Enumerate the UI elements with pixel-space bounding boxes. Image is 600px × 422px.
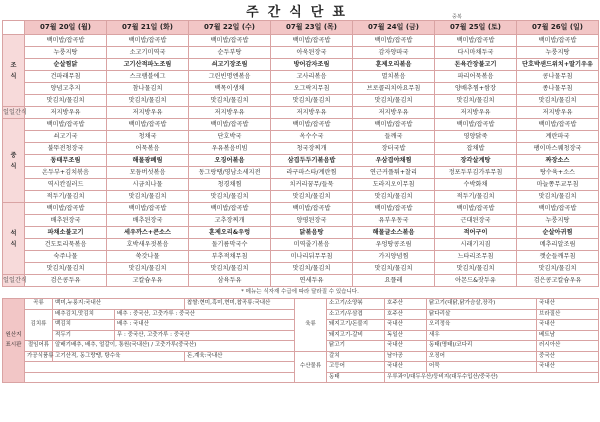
day-header-row	[3, 21, 599, 35]
origin-cell: 배추 : 국내산	[115, 320, 295, 331]
menu-cell: 삼겹두두기볶음밥	[271, 155, 353, 167]
menu-cell: 고기산적파노조림	[107, 59, 189, 71]
menu-cell: 양념고추지	[25, 83, 107, 95]
menu-cell: 그린빈명엔볶음	[189, 71, 271, 83]
corner-cell	[3, 21, 25, 35]
menu-cell: 부추적채무침	[189, 251, 271, 263]
origin-cell: 배추김치,맛김치	[53, 309, 115, 320]
snack-row	[3, 275, 599, 287]
menu-cell: 쑥갓나물	[107, 251, 189, 263]
menu-cell: 백미밥/잡곡밥	[435, 35, 517, 47]
menu-row	[3, 215, 599, 227]
menu-cell: 맛김치/물김치	[25, 95, 107, 107]
menu-cell: 백미밥/잡곡밥	[25, 35, 107, 47]
menu-cell: 맛김치/물김치	[517, 191, 599, 203]
menu-cell: 수박화채	[435, 179, 517, 191]
origin-cell: 찹쌀:현미,흑미,현미,찹곡류:국내산	[185, 299, 295, 310]
menu-cell: 백미밥/잡곡밥	[25, 203, 107, 215]
menu-cell: 오징어볶음	[189, 155, 271, 167]
menu-row	[3, 239, 599, 251]
menu-cell: 파채소불고기	[25, 227, 107, 239]
snack-cell: 저지방우유	[107, 107, 189, 119]
snack-cell: 삼육두유	[189, 275, 271, 287]
menu-cell: 백미밥/잡곡밥	[107, 203, 189, 215]
menu-cell: 순살아귀찜	[517, 227, 599, 239]
menu-cell: 팽이마스퀘청장국	[517, 143, 599, 155]
menu-cell: 마늘쫑무교무침	[517, 179, 599, 191]
menu-footnote: * 메뉴는 식자재 수급에 따라 달라질 수 있습니다.	[241, 289, 359, 295]
menu-cell: 호박새우젓볶음	[107, 239, 189, 251]
menu-cell: 도라지오이무침	[353, 179, 435, 191]
origin-cell: 백미,누룽지:국내산	[53, 299, 185, 310]
menu-cell: 유부우동국	[353, 215, 435, 227]
origin-country: 남아공	[385, 351, 427, 362]
menu-cell: 세우까스+콘소스	[107, 227, 189, 239]
snack-cell: 요플레	[353, 275, 435, 287]
origin-cell: 백김치	[53, 320, 115, 331]
origin-country: 국내산	[537, 299, 599, 310]
menu-cell: 배추된장국	[107, 215, 189, 227]
menu-cell: 맛김치/물김치	[271, 191, 353, 203]
menu-cell: 고추장찌개	[189, 215, 271, 227]
menu-cell: 백미밥/잡곡밥	[189, 203, 271, 215]
origin-item: 오징어	[427, 351, 537, 362]
origin-item: 갈치	[327, 351, 385, 362]
menu-cell: 잡채밥	[435, 143, 517, 155]
menu-cell: 짜장소스	[517, 155, 599, 167]
meal-label	[3, 35, 25, 107]
snack-cell: 검은콩두유	[25, 275, 107, 287]
menu-cell: 장각살계탕	[435, 155, 517, 167]
origin-item: 닭다리살	[427, 309, 537, 320]
menu-cell: 해물글소스볶음	[353, 227, 435, 239]
meal-label-char: 조	[10, 61, 17, 69]
menu-cell: 감자양파국	[353, 47, 435, 59]
origin-row	[3, 351, 599, 362]
day-header: 07월 24일 (금)	[353, 21, 435, 35]
menu-cell: 소고기미역국	[107, 47, 189, 59]
origin-country: 국내산	[537, 320, 599, 331]
menu-cell: 훈제오리볶음	[353, 59, 435, 71]
menu-cell: 깻순들깨무침	[517, 251, 599, 263]
menu-cell: 치커리꿈무/들묵	[271, 179, 353, 191]
snack-label: 일일간식	[3, 275, 25, 287]
origin-cell: 무 : 중국산, 고춧가루 : 중국산	[115, 330, 295, 341]
menu-row	[3, 131, 599, 143]
menu-cell: 옥수수국	[271, 131, 353, 143]
duplicate-note: 중복	[452, 14, 462, 20]
menu-cell: 누룽지탕	[517, 47, 599, 59]
menu-cell: 돈육간장불고기	[435, 59, 517, 71]
menu-cell: 백미밥/잡곡밥	[353, 203, 435, 215]
menu-cell: 시래기지짐	[435, 239, 517, 251]
snack-cell: 저지방우유	[271, 107, 353, 119]
snack-row	[3, 107, 599, 119]
menu-cell: 맛김치/물김치	[271, 263, 353, 275]
menu-row	[3, 35, 599, 47]
menu-cell: 참나물김치	[107, 83, 189, 95]
menu-cell: 청국장찌개	[271, 143, 353, 155]
menu-cell: 양배추찜+쌈장	[435, 83, 517, 95]
menu-cell: 쇠고기국	[25, 131, 107, 143]
menu-cell: 백미밥/잡곡밥	[435, 119, 517, 131]
menu-cell: 청채국	[107, 131, 189, 143]
menu-row	[3, 83, 599, 95]
menu-cell: 백미밥/잡곡밥	[353, 35, 435, 47]
origin-cell: 알배기배추, 배추, 얼갈이, 통원(국내산) / 고춧가루(중국산)	[53, 341, 295, 352]
menu-cell: 콩나물무침	[517, 71, 599, 83]
origin-item: 동태	[327, 372, 385, 383]
origin-country: 국내산	[385, 362, 427, 373]
origin-row	[3, 299, 599, 310]
menu-row	[3, 179, 599, 191]
origin-country: 중국산	[537, 351, 599, 362]
menu-cell: 돌기름막국수	[189, 239, 271, 251]
snack-label: 일일간식	[3, 107, 25, 119]
origin-item: 동태(명태)/코다리	[427, 341, 537, 352]
origin-item: 돼지고기/돈불지	[327, 320, 385, 331]
menu-cell: 백미밥/잡곡밥	[189, 119, 271, 131]
menu-cell: 영양닭죽	[435, 131, 517, 143]
day-header: 07월 26일 (일)	[517, 21, 599, 35]
origin-country: 우루과이/대두우산/둥비지(대두수입산/중국산)	[385, 372, 599, 383]
origin-country: 호주산	[385, 309, 427, 320]
menu-cell: 우엉땅콩조림	[353, 239, 435, 251]
menu-cell: 순살찜닭	[25, 59, 107, 71]
menu-cell: 방어감자조림	[271, 59, 353, 71]
menu-cell: 맛김치/물김치	[517, 263, 599, 275]
menu-row	[3, 227, 599, 239]
origin-item: 닭고기(대닭,닭가슴살,장각)	[427, 299, 537, 310]
menu-cell: 백미밥/잡곡밥	[353, 119, 435, 131]
menu-cell: 가지양념찜	[353, 251, 435, 263]
menu-cell: 우삼겹야채찜	[353, 155, 435, 167]
menu-cell: 적두기/물김치	[25, 191, 107, 203]
menu-cell: 맛김치/물김치	[353, 263, 435, 275]
menu-cell: 닭볶음탕	[271, 227, 353, 239]
origin-cell: 배추 : 중국산, 고춧가루 : 중국산	[115, 309, 295, 320]
origin-country: 국내산	[385, 341, 427, 352]
menu-cell: 훈제오리&우렁	[189, 227, 271, 239]
menu-cell: 백미밥/잡곡밥	[25, 119, 107, 131]
meal-label-char: 중	[10, 151, 17, 159]
menu-cell: 연근커플튀+찰리	[353, 167, 435, 179]
menu-row	[3, 203, 599, 215]
menu-cell: 역시칸질러드	[25, 179, 107, 191]
menu-cell: 오그락지무침	[271, 83, 353, 95]
menu-row	[3, 59, 599, 71]
meal-label	[3, 203, 25, 275]
menu-row	[3, 143, 599, 155]
menu-cell: 맛김치/물김치	[517, 95, 599, 107]
snack-cell: 연세두유	[271, 275, 353, 287]
menu-cell: 맛김치/물김치	[107, 263, 189, 275]
origin-category: 육류	[295, 299, 327, 352]
menu-cell: 맛김치/물김치	[107, 95, 189, 107]
menu-cell: 시금치나물	[107, 179, 189, 191]
menu-cell: 동태무조림	[25, 155, 107, 167]
menu-cell: 모듬버섯볶음	[107, 167, 189, 179]
menu-row	[3, 191, 599, 203]
origin-table	[2, 298, 599, 383]
menu-cell: 맛김치/물김치	[107, 191, 189, 203]
origin-item: 오리정육	[427, 320, 537, 331]
menu-cell: 메추리알조림	[517, 239, 599, 251]
menu-cell: 맛김치/물김치	[271, 95, 353, 107]
menu-cell: 적어구이	[435, 227, 517, 239]
origin-category: 절임어류	[25, 341, 53, 352]
menu-cell: 장터국밥	[353, 143, 435, 155]
origin-item: 새우	[427, 330, 537, 341]
menu-cell: 백미밥/잡곡밥	[435, 203, 517, 215]
menu-cell: 미나리뒤무무침	[271, 251, 353, 263]
menu-cell: 미역줄기볶음	[271, 239, 353, 251]
day-header: 07월 23일 (목)	[271, 21, 353, 35]
meal-label-char: 식	[10, 162, 17, 170]
origin-item: 고등어	[327, 362, 385, 373]
menu-cell: 동그랑땡/영남소세지전	[189, 167, 271, 179]
menu-cell: 백목이생채	[189, 83, 271, 95]
origin-category: 김치류	[25, 309, 53, 341]
origin-country: 국내산	[385, 320, 427, 331]
origin-country: 국내산	[537, 362, 599, 373]
origin-empty	[25, 372, 295, 383]
menu-cell: 맛김치/물김치	[353, 95, 435, 107]
origin-item: 소고기/우삼겹	[327, 309, 385, 320]
menu-cell: 느타리조무침	[435, 251, 517, 263]
menu-cell: 라구파스타/계란찜	[271, 167, 353, 179]
menu-cell: 누룽지탕	[517, 215, 599, 227]
menu-row	[3, 263, 599, 275]
menu-cell: 들깨국	[353, 131, 435, 143]
menu-cell: 백미밥/잡곡밥	[107, 35, 189, 47]
menu-cell: 누룽지탕	[25, 47, 107, 59]
origin-country: 베트남	[537, 330, 599, 341]
menu-body	[3, 35, 599, 287]
menu-cell: 정포두부김가루무침	[435, 167, 517, 179]
menu-cell: 고사리볶음	[271, 71, 353, 83]
menu-cell: 탕수육+소스	[517, 167, 599, 179]
origin-country: 호주산	[385, 299, 427, 310]
snack-cell: 고칼슘우유	[107, 275, 189, 287]
menu-row	[3, 167, 599, 179]
menu-cell: 파리어묵볶음	[435, 71, 517, 83]
menu-cell: 배추된장국	[25, 215, 107, 227]
menu-cell: 맛김치/물김치	[189, 263, 271, 275]
snack-cell: 저지방우유	[25, 107, 107, 119]
meal-label-char: 석	[10, 229, 17, 237]
day-header: 07월 22일 (수)	[189, 21, 271, 35]
menu-cell: 단호박국	[189, 131, 271, 143]
origin-category: 수산물류	[295, 351, 327, 383]
snack-cell: 아몬드&잣두유	[435, 275, 517, 287]
origin-item: 어묵	[427, 362, 537, 373]
menu-cell: 맛김치/물김치	[189, 191, 271, 203]
menu-cell: 건도토리묵볶음	[25, 239, 107, 251]
menu-cell: 우유볶음비빔	[189, 143, 271, 155]
menu-row	[3, 71, 599, 83]
menu-cell: 적두기/물김치	[435, 191, 517, 203]
menu-cell: 백미밥/잡곡밥	[107, 119, 189, 131]
origin-category: 가공식품류	[25, 351, 53, 362]
origin-category: 곡류	[25, 299, 53, 310]
origin-empty	[25, 362, 295, 373]
day-header: 07월 25일 (토)	[435, 21, 517, 35]
origin-cell: 고기산적, 동그랑땡, 탕수육	[53, 351, 185, 362]
origin-header: 원산지표시판	[3, 299, 25, 383]
origin-item: 소고기/소양볶	[327, 299, 385, 310]
menu-row	[3, 47, 599, 59]
menu-cell: 백미밥/잡곡밥	[271, 119, 353, 131]
menu-cell: 다시마채두국	[435, 47, 517, 59]
menu-cell: 맛김치/물김치	[435, 95, 517, 107]
menu-cell: 양평된장국	[271, 215, 353, 227]
title-text: 주간식단표	[246, 4, 354, 20]
menu-cell: 청경채찜	[189, 179, 271, 191]
snack-cell: 저지방우유	[353, 107, 435, 119]
menu-cell: 백미밥/잡곡밥	[517, 35, 599, 47]
menu-row	[3, 95, 599, 107]
meal-label-char: 식	[10, 240, 17, 248]
origin-country: 독일산	[385, 330, 427, 341]
menu-cell: 브로콜리치아요무침	[353, 83, 435, 95]
meal-label-char: 식	[10, 72, 17, 80]
origin-item: 닭고기	[327, 341, 385, 352]
snack-cell: 저지방우유	[517, 107, 599, 119]
origin-country: 브라질산	[537, 309, 599, 320]
menu-cell: 백미밥/잡곡밥	[271, 203, 353, 215]
menu-cell: 백미밥/잡곡밥	[517, 203, 599, 215]
menu-cell: 계란파국	[517, 131, 599, 143]
day-header: 07월 20일 (월)	[25, 21, 107, 35]
origin-country: 러시아산	[537, 341, 599, 352]
menu-cell: 종나물무침	[517, 83, 599, 95]
menu-cell: 불뚜전청장국	[25, 143, 107, 155]
meal-label	[3, 119, 25, 203]
snack-cell: 검은콩고칼슘우유	[517, 275, 599, 287]
snack-cell: 저지방우유	[435, 107, 517, 119]
menu-cell: 맛김치/물김치	[353, 191, 435, 203]
menu-cell: 스크램블에그	[107, 71, 189, 83]
menu-cell: 쇠고기장조림	[189, 59, 271, 71]
menu-row	[3, 251, 599, 263]
menu-cell: 숙주나물	[25, 251, 107, 263]
menu-cell: 백미밥/잡곡밥	[271, 35, 353, 47]
day-header: 07월 21일 (화)	[107, 21, 189, 35]
menu-cell: 아욱된장국	[271, 47, 353, 59]
menu-cell: 백미밥/잡곡밥	[517, 119, 599, 131]
menu-cell: 맛김치/물김치	[25, 263, 107, 275]
menu-cell: 어묵볶음	[107, 143, 189, 155]
menu-row	[3, 155, 599, 167]
origin-cell: 돈,계육:국내산	[185, 351, 295, 362]
menu-cell: 해물광폐림	[107, 155, 189, 167]
origin-cell: 적두기	[53, 330, 115, 341]
origin-item: 돼지고기-갈비	[327, 330, 385, 341]
menu-row	[3, 119, 599, 131]
snack-cell: 저지방우유	[189, 107, 271, 119]
menu-cell: 순두부탕	[189, 47, 271, 59]
menu-cell: 맛김치/물김치	[189, 95, 271, 107]
menu-cell: 근대된장국	[435, 215, 517, 227]
menu-cell: 멸치볶음	[353, 71, 435, 83]
menu-cell: 온두부+김치볶음	[25, 167, 107, 179]
menu-cell: 맛김치/물김치	[435, 263, 517, 275]
page-title	[0, 0, 600, 20]
menu-cell: 백미밥/잡곡밥	[189, 35, 271, 47]
menu-cell: 건파래무침	[25, 71, 107, 83]
weekly-menu-table	[2, 20, 599, 287]
menu-cell: 단호박샌드위치+딸기우유	[517, 59, 599, 71]
